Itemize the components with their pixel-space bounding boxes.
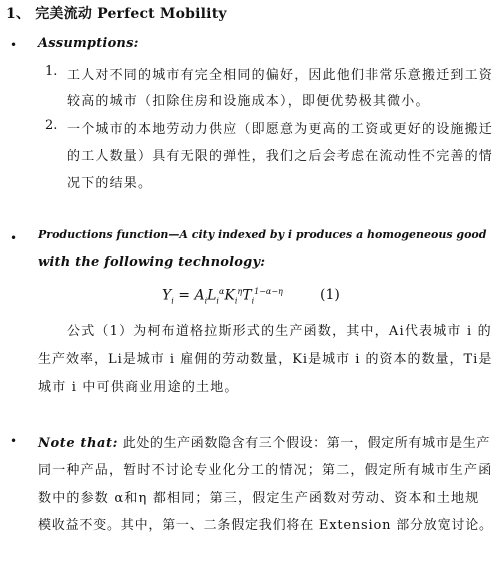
- production-title-line-2: with the following technology:: [38, 255, 266, 270]
- note-label: Note that:: [38, 436, 119, 451]
- note-line-4: 模收益不变。其中，第一、二条假定我们将在 Extension 部分放宽讨论。: [38, 518, 493, 533]
- assumptions-title: Assumptions:: [38, 36, 139, 51]
- assumption-1-line-2: 较高的城市（扣除住房和设施成本），即便优势极其微小。: [67, 94, 430, 109]
- note-line-3: 数中的参数 α和η 都相同；第三，假定生产函数对劳动、资本和土地规: [38, 491, 480, 506]
- production-title-line-1: Productions function—A city indexed by i produces a homogeneous good: [38, 228, 487, 241]
- assumption-2-line-3: 况下的结果。: [67, 176, 153, 191]
- bullet-icon: •: [10, 231, 18, 245]
- bullet-icon: •: [10, 434, 18, 448]
- equation-number: (1): [320, 287, 340, 303]
- formula-Y: Y: [162, 287, 172, 304]
- assumption-2-number: 2.: [45, 118, 58, 133]
- section-heading: 1、 完美流动 Perfect Mobility: [6, 6, 227, 22]
- note-line-2: 同一种产品，暂时不讨论专业化分工的情况；第二，假定所有城市生产函: [38, 463, 493, 478]
- production-explanation-line-3: 城市 i 中可供商业用途的土地。: [38, 380, 239, 395]
- production-formula: $Y_i = A_iL_i^\alpha K_i^\eta T_i^{1-\alpha-\eta}$: [162, 287, 283, 306]
- assumption-1-line-1: 工人对不同的城市有完全相同的偏好，因此他们非常乐意搬迁到工资: [67, 68, 494, 83]
- note-line-1: [38, 432, 490, 451]
- production-explanation-line-1: 公式（1）为柯布道格拉斯形式的生产函数，其中，Ai代表城市 i 的: [67, 324, 492, 339]
- assumption-1-number: 1.: [45, 64, 58, 79]
- production-explanation-line-2: 生产效率，Li是城市 i 雇佣的劳动数量，Ki是城市 i 的资本的数量，Ti是: [38, 352, 493, 367]
- note-line-1-text: 此处的生产函数隐含有三个假设：第一，假定所有城市是生产: [118, 436, 490, 451]
- assumption-2-line-2: 的工人数量）具有无限的弹性，我们之后会考虑在流动性不完善的情: [67, 149, 494, 164]
- bullet-icon: •: [10, 38, 18, 52]
- assumption-2-line-1: 一个城市的本地劳动力供应（即愿意为更高的工资或更好的设施搬迁: [67, 122, 494, 137]
